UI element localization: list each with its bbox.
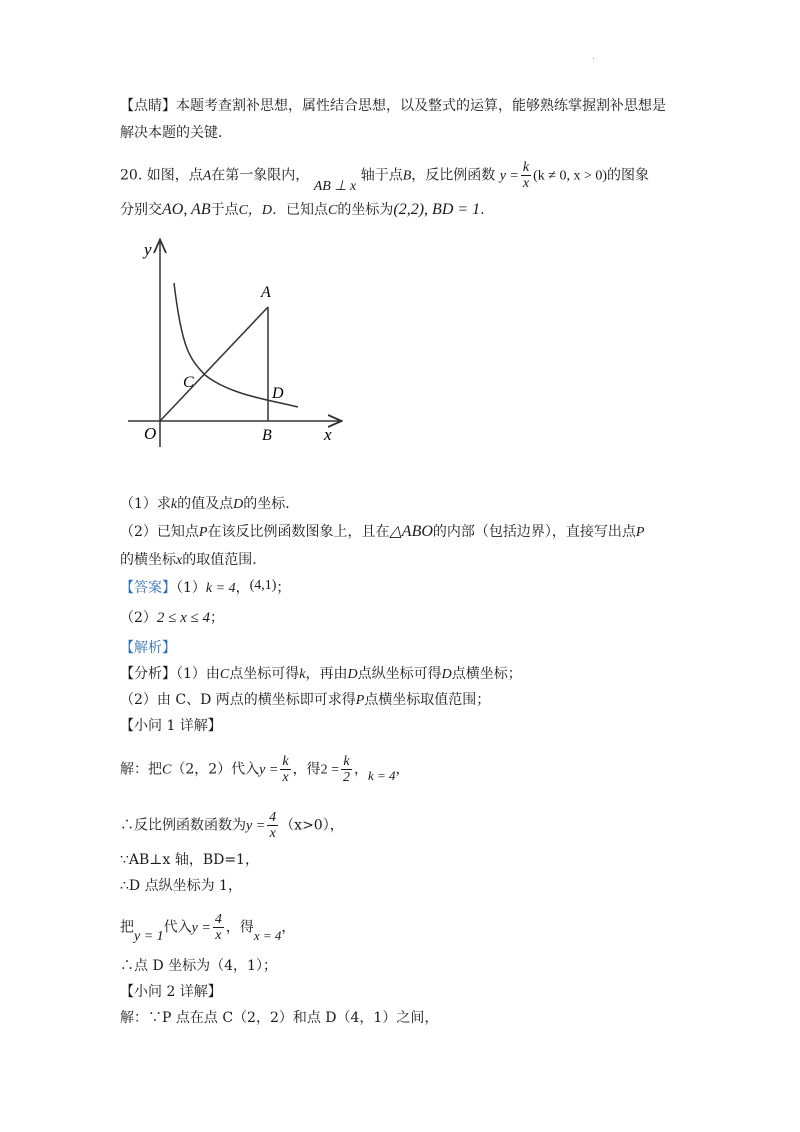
s-text: ，得 (292, 761, 321, 778)
a-text: （2） (120, 610, 157, 626)
f-text: 点坐标可得 (229, 666, 300, 682)
f-text: 点纵坐标可得 (357, 666, 442, 682)
question-1 (120, 494, 290, 515)
math-segments: AO, AB (162, 201, 211, 218)
frac-den: x (269, 826, 276, 841)
frac-num: 4 (269, 810, 277, 825)
math-k-eq-4: k = 4 (205, 581, 236, 596)
problem-line-2 (120, 200, 485, 221)
y-axis-label: y (144, 240, 152, 259)
q-text: （1）求 (120, 496, 171, 512)
math-2-eq: 2 = (320, 762, 339, 778)
question-2 (120, 522, 644, 543)
q-text: 的坐标. (243, 496, 290, 512)
dianjing-line-1: 【点睛】本题考查割补思想，属性结合思想，以及整式的运算，能够熟练掌握割补思想是 (120, 98, 666, 114)
var-P: P (198, 525, 208, 540)
math-k-eq-4: k = 4 (367, 767, 396, 783)
problem-text: 已知点 (286, 202, 329, 218)
math-inequality: 2 ≤ x ≤ 4 (156, 610, 211, 626)
problem-text: 的坐标为 (337, 202, 394, 218)
fraction-k-over-x (280, 754, 290, 785)
var-x: x (176, 553, 183, 568)
dianjing-line-2: 解决本题的关键． (120, 125, 232, 141)
segment-OA (160, 307, 268, 421)
problem-text: . (480, 202, 485, 218)
s-text: 把 (120, 919, 134, 936)
q-text: 的值及点 (177, 496, 234, 512)
frac-num: k (341, 754, 352, 770)
var-C: C (328, 203, 338, 218)
a-text: ； (276, 580, 291, 596)
var-A: A (202, 168, 212, 184)
s-text: （x>0）， (280, 817, 344, 834)
s-text: ， (281, 919, 296, 936)
fraction-4-over-x (267, 810, 278, 841)
fraction-k-over-2 (341, 754, 352, 785)
math-triangle: △ABO (389, 523, 433, 540)
answer-line-1 (120, 578, 290, 599)
origin-label: O (144, 424, 157, 443)
math-point: (4,1) (249, 578, 277, 593)
var-D: D (347, 667, 358, 682)
s-text: （2，2）代入 (171, 761, 260, 778)
q-text: 在该反比例函数图象上，且在 (207, 524, 390, 540)
s-text: 代入 (163, 919, 192, 936)
problem-text: 在第一象限内， (211, 167, 310, 184)
q-text: 的取值范围. (182, 552, 257, 568)
x-axis-label: x (324, 425, 332, 444)
f-text: 点横坐标； (451, 666, 522, 682)
problem-text: 的图象 (607, 167, 650, 184)
solution-line-2 (120, 810, 344, 841)
q-text: 的横坐标 (120, 552, 176, 568)
math-condition: (k ≠ 0, x > 0) (533, 168, 608, 184)
math-ab-perp-x: AB ⊥ x (313, 178, 357, 194)
math-y-eq: y = (191, 920, 211, 936)
math-y-eq: y = (259, 762, 279, 778)
problem-text: 于点 (210, 202, 239, 218)
var-k: k (170, 497, 178, 512)
coordinate-figure (120, 235, 350, 455)
math-y-eq-1: y = 1 (134, 928, 164, 944)
problem-text: ，反比例函数 (411, 167, 496, 184)
problem-text: 轴于点 (360, 167, 403, 184)
a-text: ， (235, 580, 250, 596)
points-cd: C，D． (238, 203, 287, 218)
var-C: C (162, 762, 172, 778)
solution-line-5 (120, 912, 295, 943)
frac-den: x (215, 928, 222, 943)
a-text: ； (210, 610, 225, 626)
fraction-4-over-x (213, 912, 224, 943)
f-text: 【分析】（1）由 (120, 666, 220, 682)
solution-line-3: ∵AB⊥x 轴，BD=1， (120, 852, 259, 868)
point-C-label: C (183, 374, 194, 391)
frac-den: 2 (342, 770, 350, 785)
solution-line-4: ∴D 点纵坐标为 1， (120, 878, 242, 894)
var-P: P (635, 525, 645, 540)
problem-text: 20. 如图，点 (120, 167, 203, 184)
sub-question-2-heading: 【小问 2 详解】 (120, 984, 222, 1000)
s-text: ∴反比例函数函数为 (120, 817, 246, 834)
sub-question-1-heading: 【小问 1 详解】 (120, 718, 222, 734)
a-text: （1） (176, 580, 206, 596)
var-B: B (402, 168, 412, 184)
f-text: ，再由 (305, 666, 348, 682)
solution-line-6: ∴点 D 坐标为（4，1）； (120, 958, 277, 974)
frac-num: k (282, 754, 289, 769)
frac-num: 4 (214, 912, 222, 927)
frac-den: x (282, 770, 289, 785)
point-A-label: A (261, 284, 271, 301)
frac-num: k (522, 160, 530, 175)
s-text: ，得 (225, 919, 254, 936)
math-y-eq: y = (499, 168, 519, 184)
var-D: D (233, 497, 244, 512)
corner-mark: · (592, 54, 596, 65)
f-text: （2）由 C、D 两点的横坐标即可求得 (120, 692, 356, 708)
var-P: P (355, 693, 365, 708)
analysis-label: 【解析】 (120, 640, 176, 656)
question-2-line-2 (120, 550, 257, 571)
solution-line-7: 解：∵P 点在点 C（2，2）和点 D（4，1）之间， (120, 1010, 439, 1026)
fraction-k-over-x (521, 160, 531, 191)
f-text: 点横坐标取值范围； (364, 692, 491, 708)
point-B-label: B (262, 427, 272, 444)
answer-line-2 (120, 608, 224, 628)
solution-line-1 (120, 754, 410, 785)
var-k: k (299, 667, 306, 682)
point-D-label: D (272, 385, 284, 402)
s-text: ， (353, 761, 368, 778)
var-C: C (219, 667, 230, 682)
s-text: 解：把 (120, 761, 162, 778)
var-D: D (441, 667, 452, 682)
answer-label: 【答案】 (120, 580, 176, 596)
problem-text: 分别交 (120, 202, 162, 218)
q-text: （2）已知点 (120, 524, 199, 540)
problem-line-1 (120, 160, 650, 194)
math-x-eq-4: x = 4 (253, 927, 282, 943)
q-text: 的内部（包括边界），直接写出点 (432, 524, 636, 540)
frac-den: x (522, 176, 530, 191)
s-text: ， (395, 761, 410, 778)
math-coord: (2,2), BD = 1 (393, 201, 481, 218)
fenxi-line-1 (120, 664, 522, 685)
fenxi-line-2 (120, 690, 490, 711)
math-y-eq: y = (246, 818, 266, 834)
